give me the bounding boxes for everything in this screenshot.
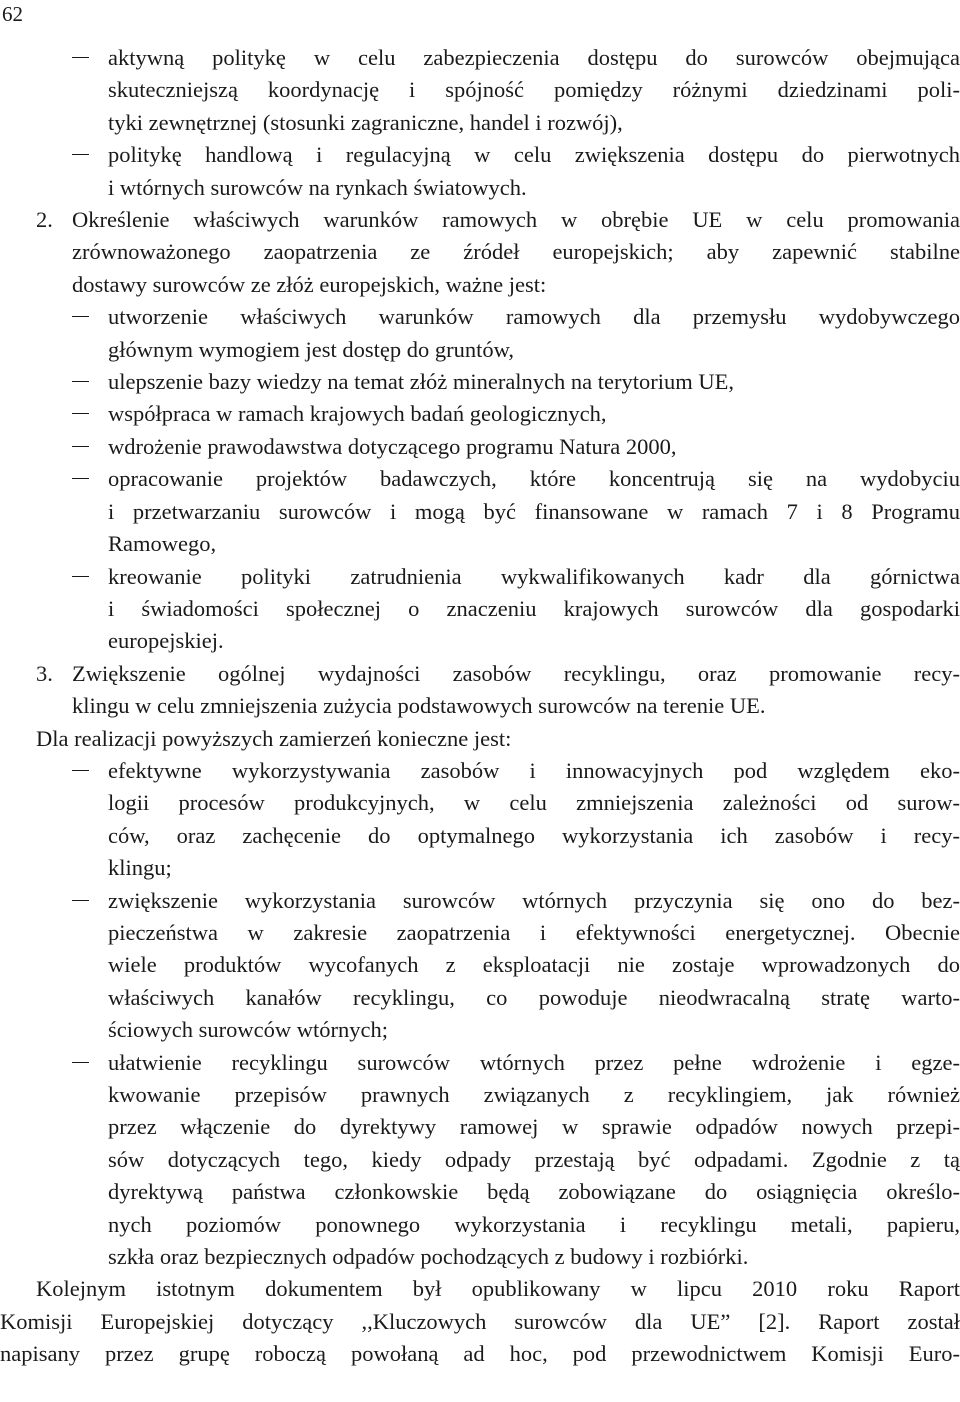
text-line: tyki zewnętrznej (stosunki zagraniczne, handel i rozwój),: [108, 109, 623, 135]
text-line: Kolejnym istotnym dokumentem był opublikowany w lipcu 2010 roku Raport: [36, 1276, 960, 1302]
dash-bullet-icon: [72, 770, 89, 771]
dash-bullet-icon: [72, 316, 89, 317]
text-line: wiele produktów wycofanych z eksploatacji nie zostaje wprowadzonych do: [108, 952, 960, 978]
dash-bullet-icon: [72, 478, 89, 479]
text-line: i wtórnych surowców na rynkach światowych.: [108, 174, 527, 200]
numbered-list-item: [0, 204, 960, 301]
text-line: Komisji Europejskiej dotyczący ,,Kluczowych surowców dla UE” [2]. Raport został: [0, 1308, 960, 1334]
text-line: napisany przez grupę roboczą powołaną ad hoc, pod przewodnictwem Komisji Euro-: [0, 1341, 960, 1367]
dash-bullet-icon: [72, 381, 89, 382]
text-line: politykę handlową i regulacyjną w celu zwiększenia dostępu do pierwotnych: [108, 142, 960, 168]
list-number: 2.: [36, 207, 53, 233]
dash-list-item: [0, 885, 960, 1047]
text-line: zrównoważonego zaopatrzenia ze źródeł europejskich; aby zapewnić stabilne: [72, 239, 960, 265]
text-line: klingu w celu zmniejszenia zużycia podstawowych surowców na terenie UE.: [72, 693, 766, 719]
text-line: kreowanie polityki zatrudnienia wykwalifikowanych kadr dla górnictwa: [108, 563, 960, 589]
dash-list-item: [0, 1047, 960, 1274]
text-line: wdrożenie prawodawstwa dotyczącego programu Natura 2000,: [108, 433, 677, 459]
text-line: właściwych kanałów recyklingu, co powoduje nieodwracalną stratę warto-: [108, 984, 960, 1010]
dash-bullet-icon: [72, 413, 89, 414]
text-line: dyrektywą państwa członkowskie będą zobowiązane do osiągnięcia określo-: [108, 1179, 960, 1205]
page-number: 62: [2, 2, 23, 26]
text-line: dostawy surowców ze złóż europejskich, ważne jest:: [72, 271, 547, 297]
dash-bullet-icon: [72, 1062, 89, 1063]
dash-list-item: [0, 398, 960, 430]
dash-bullet-icon: [72, 900, 89, 901]
text-line: nych poziomów ponownego wykorzystania i recyklingu metali, papieru,: [108, 1211, 960, 1237]
dash-list-item: [0, 366, 960, 398]
text-line: sów dotyczących tego, kiedy odpady przestają być odpadami. Zgodnie z tą: [108, 1146, 960, 1172]
text-line: Ramowego,: [108, 531, 217, 557]
text-line: ców, oraz zachęcenie do optymalnego wykorzystania ich zasobów i recy-: [108, 822, 960, 848]
text-line: i świadomości społecznej o znaczeniu krajowych surowców dla gospodarki: [108, 595, 960, 621]
text-line: skuteczniejszą koordynację i spójność pomiędzy różnymi dziedzinami poli-: [108, 77, 960, 103]
dash-bullet-icon: [72, 154, 89, 155]
dash-list-item: [0, 139, 960, 204]
dash-bullet-icon: [72, 446, 89, 447]
text-line: głównym wymogiem jest dostęp do gruntów,: [108, 336, 515, 362]
text-line: współpraca w ramach krajowych badań geologicznych,: [108, 401, 607, 427]
text-line: pieczeństwa w zakresie zaopatrzenia i efektywności energetycznej. Obecnie: [108, 919, 960, 945]
numbered-list-item: [0, 658, 960, 723]
dash-bullet-icon: [72, 576, 89, 577]
text-line: ulepszenie bazy wiedzy na temat złóż mineralnych na terytorium UE,: [108, 369, 735, 395]
text-line: klingu;: [108, 855, 172, 881]
text-line: Zwiększenie ogólnej wydajności zasobów recyklingu, oraz promowanie recy-: [72, 660, 960, 686]
text-line: aktywną politykę w celu zabezpieczenia dostępu do surowców obejmująca: [108, 45, 960, 70]
text-line: Określenie właściwych warunków ramowych w obrębie UE w celu promowania: [72, 207, 960, 233]
text-line: ściowych surowców wtórnych;: [108, 1017, 388, 1043]
text-line: i przetwarzaniu surowców i mogą być finansowane w ramach 7 i 8 Programu: [108, 498, 960, 524]
dash-list-item: [0, 301, 960, 366]
text-line: szkła oraz bezpiecznych odpadów pochodzących z budowy i rozbiórki.: [108, 1244, 749, 1270]
dash-list-item: [0, 42, 960, 139]
text-line: ułatwienie recyklingu surowców wtórnych przez pełne wdrożenie i egze-: [108, 1049, 960, 1075]
paragraph: [0, 723, 960, 755]
list-number: 3.: [36, 660, 53, 686]
text-line: efektywne wykorzystywania zasobów i innowacyjnych pod względem eko-: [108, 757, 960, 783]
dash-list-item: [0, 561, 960, 658]
dash-list-item: [0, 431, 960, 463]
text-line: Dla realizacji powyższych zamierzeń konieczne jest:: [36, 725, 512, 751]
text-line: zwiększenie wykorzystania surowców wtórnych przyczynia się ono do bez-: [108, 887, 960, 913]
text-line: utworzenie właściwych warunków ramowych dla przemysłu wydobywczego: [108, 304, 960, 330]
text-line: logii procesów produkcyjnych, w celu zmniejszenia zależności od surow-: [108, 790, 960, 816]
dash-list-item: [0, 755, 960, 885]
dash-list-item: [0, 463, 960, 560]
text-line: kwowanie przepisów prawnych związanych z recyklingiem, jak również: [108, 1082, 960, 1107]
page-body: [0, 42, 960, 1371]
text-line: europejskiej.: [108, 628, 224, 654]
text-line: opracowanie projektów badawczych, które koncentrują się na wydobyciu: [108, 466, 960, 492]
dash-bullet-icon: [72, 57, 89, 58]
paragraph: [0, 1273, 960, 1370]
text-line: przez włączenie do dyrektywy ramowej w sprawie odpadów nowych przepi-: [108, 1114, 960, 1140]
